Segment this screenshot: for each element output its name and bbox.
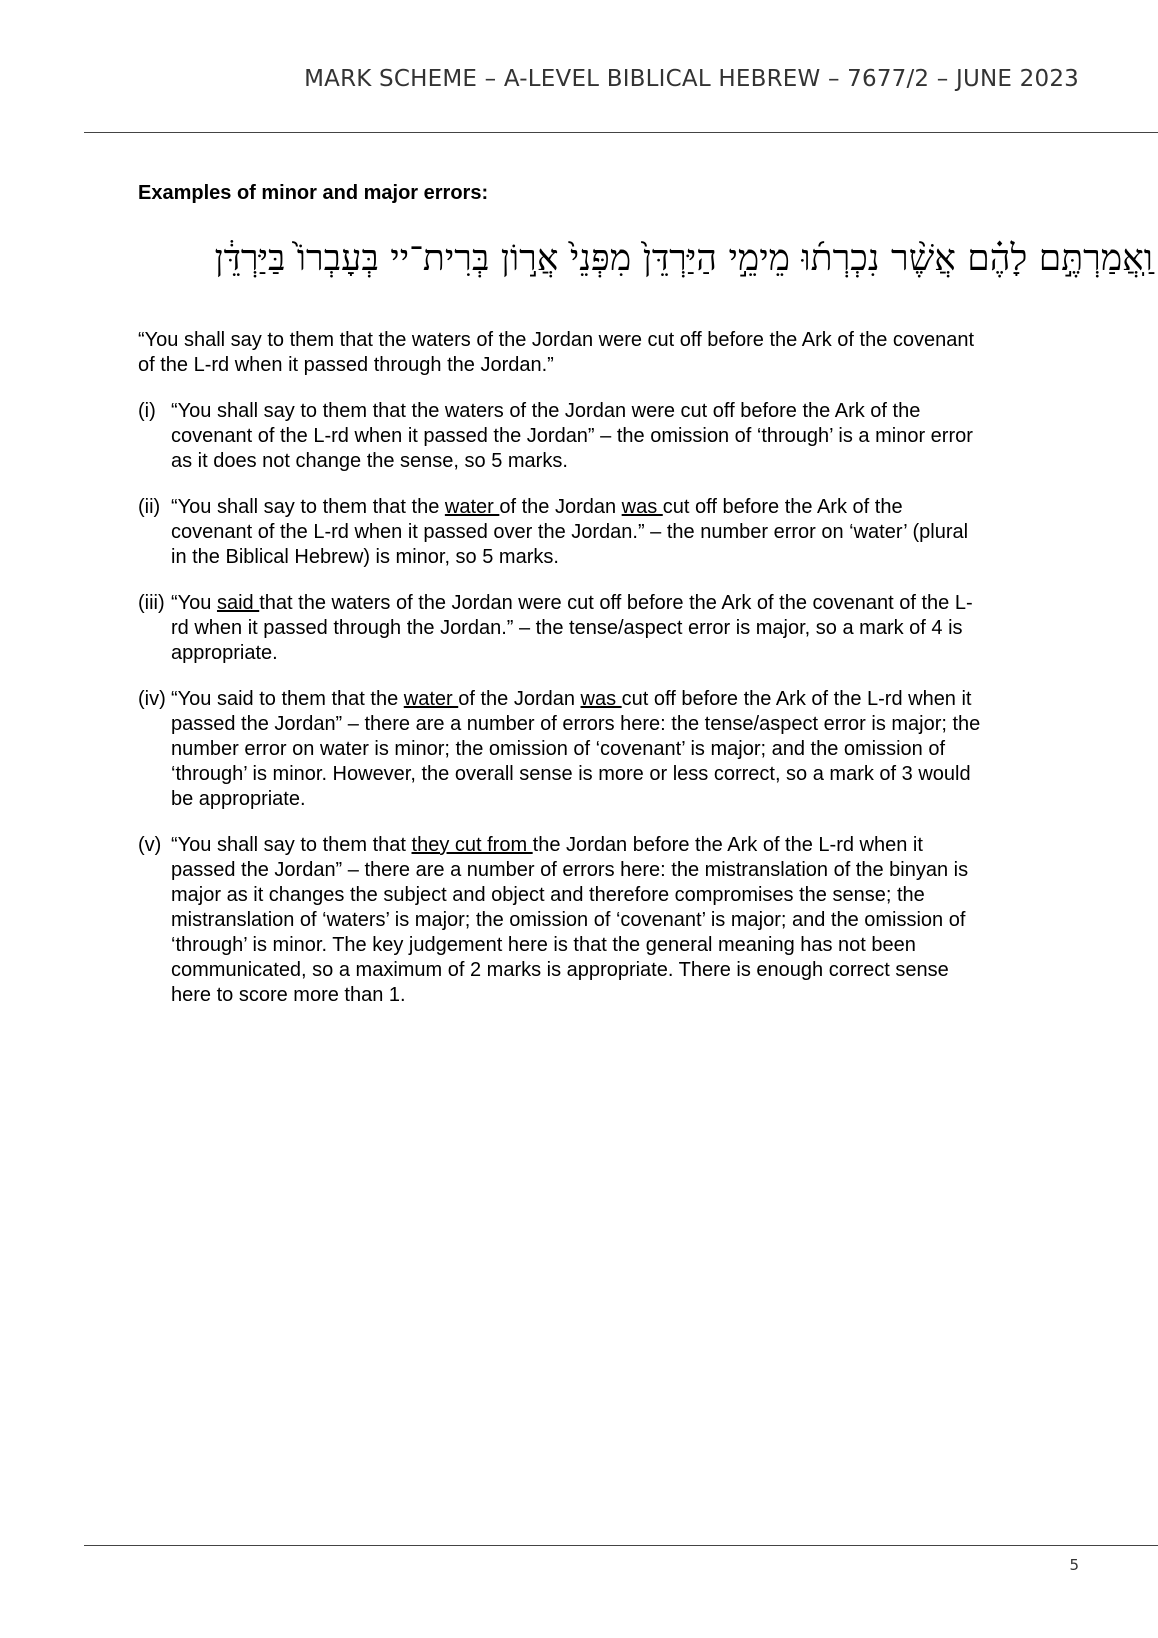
page-number: 5 bbox=[1069, 1556, 1079, 1574]
item-text: of the Jordan bbox=[499, 496, 622, 518]
underlined-error: was bbox=[621, 496, 663, 518]
footer-divider bbox=[84, 1545, 1158, 1546]
main-content bbox=[138, 180, 1153, 1029]
example-item-iii bbox=[138, 591, 988, 666]
example-item-ii bbox=[138, 495, 988, 570]
item-text: that the waters of the Jordan were cut off before the Ark of the covenant of the L-rd when it passed through the Jordan.” – the tense/aspect error is major, so a mark of 4 is appropriate. bbox=[171, 592, 973, 664]
item-text: the Jordan before the Ark of the L-rd when it passed the Jordan” – there are a number of errors here: the mistranslation of the binyan is major as it changes the subject and object and therefore compromises the sense; the mistranslation of ‘waters’ is major; the omission of ‘covenant’ is major; and the omission of ‘through’ is minor. The key judgement here is that the general meaning has not been communicated, so a maximum of 2 marks is appropriate. There is enough correct sense here to score more than 1. bbox=[171, 834, 969, 1006]
item-text: cut off before the Ark of the covenant of the L-rd when it passed over the Jordan.” – the number error on ‘water’ (plural in the Biblical Hebrew) is minor, so 5 marks. bbox=[171, 496, 969, 568]
underlined-error: water bbox=[444, 496, 500, 518]
item-label: (iv) bbox=[138, 688, 166, 710]
item-text: “You said to them that the bbox=[171, 688, 404, 710]
item-text: cut off before the Ark of the L-rd when it passed the Jordan” – there are a number of errors here: the tense/aspect error is major; the number error on water is minor; the omission of ‘covenant’ is major; and the omission of ‘through’ is minor. However, the overall sense is more or less correct, so a mark of 3 would be appropriate. bbox=[171, 688, 981, 810]
example-item-v bbox=[138, 833, 988, 1008]
item-text: “You shall say to them that the waters of the Jordan were cut off before the Ark of the covenant of the L-rd when it passed the Jordan” – the omission of ‘through’ is a minor error as it does not change the sense, so 5 marks. bbox=[171, 400, 973, 472]
section-heading: Examples of minor and major errors: bbox=[138, 182, 489, 204]
item-label: (v) bbox=[138, 834, 162, 856]
item-label: (ii) bbox=[138, 496, 161, 518]
underlined-error: said bbox=[216, 592, 260, 614]
underlined-error: was bbox=[580, 688, 622, 710]
item-text: “You bbox=[171, 592, 217, 614]
item-text: “You shall say to them that bbox=[171, 834, 412, 856]
example-item-iv bbox=[138, 687, 988, 812]
underlined-error: water bbox=[403, 688, 459, 710]
underlined-error: they cut from bbox=[411, 834, 533, 856]
reference-translation: “You shall say to them that the waters of the Jordan were cut off before the Ark of the covenant of the L-rd when it passed through the Jordan.” bbox=[138, 329, 975, 376]
item-label: (iii) bbox=[138, 592, 165, 614]
header-divider bbox=[84, 132, 1158, 133]
item-label: (i) bbox=[138, 400, 156, 422]
item-text: “You shall say to them that the bbox=[171, 496, 445, 518]
example-item-i bbox=[138, 399, 988, 474]
item-text: of the Jordan bbox=[458, 688, 581, 710]
hebrew-verse: וַֽאֲמַרְתֶּ֣ם לָהֶ֗ם אֲשֶׁ֨ר נִכְרְת֜וּ מֵימֵ֣י הַיַּרְדֵּן֙ מִפְּנֵי֙ אֲר֣וֹן בְּרִית־יי בְּעָבְרוֹ֙ בַּיַּרְדֵּ֔ן bbox=[214, 238, 1153, 279]
page-header-title: MARK SCHEME – A-LEVEL BIBLICAL HEBREW – 7677/2 – JUNE 2023 bbox=[304, 66, 1079, 92]
